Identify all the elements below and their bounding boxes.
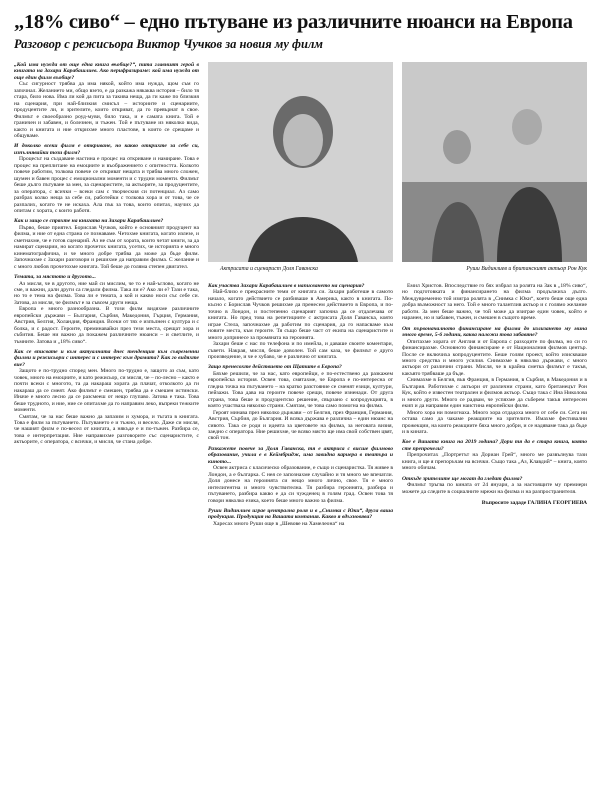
paragraph: Много хора ни помогнаха. Много хора отдадоха много от себе си. Сега ни остава само да чакаме реакциите на зрителите. Имахме фестивални прожекции, на които реакциите бяха много добри, и се надяваме така да бъде и в кината.	[402, 409, 587, 435]
interview-question: Разкажете повече за Доля Гаванска, тя е актриса с висше филмово образование, учила е в Кеймбридж, има завидна кариера в театъра и киното...	[208, 445, 393, 465]
paragraph: Първо, беше приятел. Бориcлав Чучков, който е основният продуцент на филма, и ние от една страна се познаваме. Четохме книгата, когато излезе, и сметнахме, че е готов сценарий. Аз не съм от хората, които четат книги, за да намират сценарии, но когато прочетох книгата, усетих, че историята е много кинематографична, и че много добре трябва да може да бъде филм. Започнахме с Захари разговори и решихме да направим филма. С желание и с много любов прочетохме книгата. Той беше до голяма степен двигател.	[14, 224, 199, 270]
paragraph: Харесах много Руши още в „Шевове на Хамелеона“ на	[213, 520, 345, 527]
paragraph: Аз мисля, че в другото, ние май си мислим, че то е най-ъглово, когато не сме, и важни, дали други са гледали филма. Така ли е? Ако ли е? Тази е така, но то е тема на филма. Това ли е темата, а кой и какво носи със себе си. Затова, аз мисля, че филмът е за съвсем други неща.	[14, 280, 199, 306]
article-column-3	[402, 283, 587, 790]
article-subtitle: Разговор с режисьора Виктор Чучков за новия му филм	[14, 37, 323, 51]
paragraph: Бяхме решили, че за нас, като европейци, е по-естествено да разкажем европейска история. Освен това, смятахме, че Европа е по-интересна от гледна точка на пътуването – на кратко разстояние се сменят езици, култури, пейзажи. Това дава на героите повече срещи, повече изненади. От друга страна, това беше и продуцентско решение, свързано с копродукцията, в която участваха няколко страни. Смятам, че това само помогна на филма.	[208, 370, 393, 410]
actress-photo-graphic	[208, 62, 393, 262]
photo-caption-1: Актрисата и сценарист Доля Гаванска	[220, 266, 318, 272]
paragraph: Смятам, че за нас беше важно да запазим и хумора, и тъгата в книгата. Това е филм за пътуването. Пътуването е и тъжно, и весело. Даже си мисля, че нашият филм е по-весел от книгата, а някъде е и по-тъжен. Разбира се, това е интерпретация. Ние направихме разговорите със сценаристите, с актьорите, с оператора, с всички, и мисля, че стана добре.	[14, 413, 199, 446]
photo-caption-2: Руши Видинлиев и британският актьор Рон Кук	[466, 266, 587, 272]
paragraph: Препрочитах „Портретът на Дориан Грей“, много ме развълнува тази книга, и ще я препоръчам на всички. Също така „Аз, Клавдий“ – книга, която много обичам.	[402, 452, 587, 472]
interview-question: Как участва Захари Карабашлиев в написването на сценария?	[208, 283, 365, 289]
paragraph: Емил Христов. Впоследствие го бях избрал за ролята на Зак в „18% сиво“, но подготовката и финансирането на филма продължиха дълго. Междувременно той изигра ролята в „Снимка с Юки“, което беше още една добра възможност за него. Той е много талантлив актьор и с голямо желание работи. За мен беше важно, че той може да изиграе един човек, който е наранен, но и забавен, тъжен, и смешен в същото време.	[402, 283, 587, 322]
paragraph: Снимахме в Белгия, във Франция, в Германия, в Сърбия, в Македония и в България. Работихме с актьори от различни страни, като британецът Рон Кук, който е известен театрален и филмов актьор. Също така с Ина Николова и много други. Много се радвам, че успяхме да съберем такъв интересен екип и да направим един наистина европейски филм.	[402, 377, 587, 410]
paragraph: Европа е много разнообразна. В този филм видяхме различните европейски държави – България, Сърбия, Македония, Гърция, Германия, Австрия, Белгия, Холандия, Франция. Всеки от тях е изпълнен с култура и с болка, и с радост. Героите, преминавайки през тези места, срещат хора и събития. Беше ни важно да покажем различните нюанси – и светлите, и тъмните. Затова и „18% сиво“.	[14, 306, 199, 345]
actors-photo	[402, 62, 587, 262]
actress-photo	[208, 62, 393, 262]
interview-question: От първоначалното финансиране на филма до излизането му мина много време, 5-6 години, каква наложи това забавяне?	[402, 325, 587, 339]
paragraph: Героят минава през няколко държави – от Белгия, през Франция, Германия, Австрия, Сърбия, до България. И всяка държава е различна – един нюанс на сивото. Така се роди и идеята за цветовете на филма, за неговата визия, заедно с оператора. Ние решихме, че всяко място ще има свой собствен цвят, свой тон.	[208, 409, 393, 442]
interview-question: Откъде зрителите ще могат да гледат филма?	[402, 475, 523, 482]
interview-question: Защо пренесохте действието от Щатите в Европа?	[208, 364, 342, 371]
interview-question: И доколко всеки филм е откриване, но какво открихте за себе си, изпълнявайки този филм?	[14, 143, 199, 156]
interview-question: Кое е Вашата книга на 2019 година? Дори тя да е стара книга, която сте препрочели?	[402, 439, 587, 452]
interview-question: Как се вписвате и към актуалната днес тенденция към съвременни филми и режисьори с интерес и с интерес към драмата? Как го видяхте вие?	[14, 349, 199, 368]
paragraph: Опитахме хората от Англия и от Европа с разходите по филма, но си го финансирахме. Основното финансиране е от Националния филмов център. После се включиха копродуцентите. Беше голям проект, който изискваше много средства и много усилия. Снимахме в няколко държави, с много актьори от различни страни. Мисля, че в крайна сметка филмът е такъв, какъвто трябваше да бъде.	[402, 338, 587, 377]
actors-photo-graphic	[402, 62, 587, 262]
interview-question: „Кой има нужда от още една книга в̶ъобще?“, пита главният герой в книгата на Захари Карабашлиев. Ако перифразираме: кой има нужда от още един филм въобще?	[14, 62, 199, 81]
paragraph: Захари беше с нас по телефона и по имейла, и даваше своите коментари, съвети. Накрая, мисля, беше доволен. Той сам каза, че филмът е друго произведение, и че е хубаво, че е различно от книгата.	[208, 341, 393, 360]
paragraph: Процесът на създаване настина е процес на откриване и намиране. Това е процес на преплитане на емоциите и въображението с опитността. Колкото повече работим, толкова повече се откриват нещата и трябва много сложен, шумен и бавен процес с емоционални моменти и с трудни моменти. Филмът беше дълго пътуване за мен, за сценаристите, за актьорите, за продуцентите, за операторa, с всички – всеки сам с творческия си потенциал. Аз само разбрах колко неща за себе си, работейки с толкова хора и от това, че се разпалих, когато те не искаха. Ала пък за това, които опитах, научих да опитам с хората, с които работя.	[14, 156, 199, 214]
author-signature: Въпросите зададе ГАЛИНА ГЕОРГИЕВА	[481, 500, 587, 507]
paragraph: Защото е по-трудно според мен. Много по-трудно е, защото аз съм, като човек, много на емоциите, и като режисьор, си мисля, че – по-лесно – както е почти всеки с многото, та да накараш хората да плачат, отколкото да ги накараш да се смеят. Ако филмът е смешен, трябва да е смешен истински. Иначе е много лесно да се разсмееш от нещо глупаво. Затова е така. Това беше трудното, и ние, ние се опитахме да го направим леко, въпреки тежките моменти.	[14, 368, 199, 414]
interview-question: Руши Видинлиев играе централна роля и в „Снимка с Юки“, друга ваша продукция. Продукция на Вашата компания. Какво я вдъхновява?	[208, 507, 393, 521]
interview-question: Темата, за мястото и другото...	[14, 274, 96, 281]
article-column-2	[208, 283, 393, 790]
interview-question: Как и защо се спряхте на книгата на Захари Карабашлиев?	[14, 218, 164, 225]
article-column-1	[14, 62, 199, 790]
paragraph: Филмът тръгва по кината от 24 януари, а за настоящите му премиери можете да следите в социалните мрежи на филма и на разпространителя.	[402, 482, 587, 495]
paragraph: Освен актриса с класическо образование, е също и сценаристка. Тя живее в Лондон, а е българка. С нея се запознахме случайно и тя много ме впечатли. Доля донесе на героинята си нещо много лично, свое. Тя е много интелигентна и много чувствителна. Тя разбира героинята, разбира и пътуването, разбира какво е да си чужденец в голям град. Освен това тя говори няколко езика, което беше много важно за филма.	[208, 465, 393, 504]
paragraph: Най-близо е прекрасните теми от книгата си. Захари работеше в самото начало, когато действието се разбиваше в Америка, както в книгата. По-късно с Борислав Чучков решихме да пренесем действието в Европа, и по-точно в Лондон, и постепенно сценарият започна да се отдалечава от книгата. Но пред това на репетициите с актрисата Доля Гаванска, която играе Стела, започнахме да работим по сценария, да го напасваме към новите места, към героите. Тя също беше част от екипа на сценаристите и много допринесе за промяната на героинята.	[208, 289, 393, 341]
paragraph: Със сигурност трябва да има някой, който има нужда, щом съм го започнал. Желанието ми, общо взето, е да разкажа някаква история – било тя стара, било нова. Има ли кой да пита за такива неща, да ги каже по близкия на сценария, при най-близкия смисъл – историите и сценариите, продуцентите ли, и зрителите, които откриват, да го превърнат в свое. Филмът е своеобразно роуд-муви, било така, и е самата книга. Той е граничен и забавен, и болезнен, и тъжен. Той е пътуване из няколко вида, както и книгата и ние открихме много пластове, в които се срещаме и общуваме.	[14, 81, 199, 139]
article-title: „18% сиво“ – едно пътуване из различните нюанси на Европа	[14, 11, 573, 33]
